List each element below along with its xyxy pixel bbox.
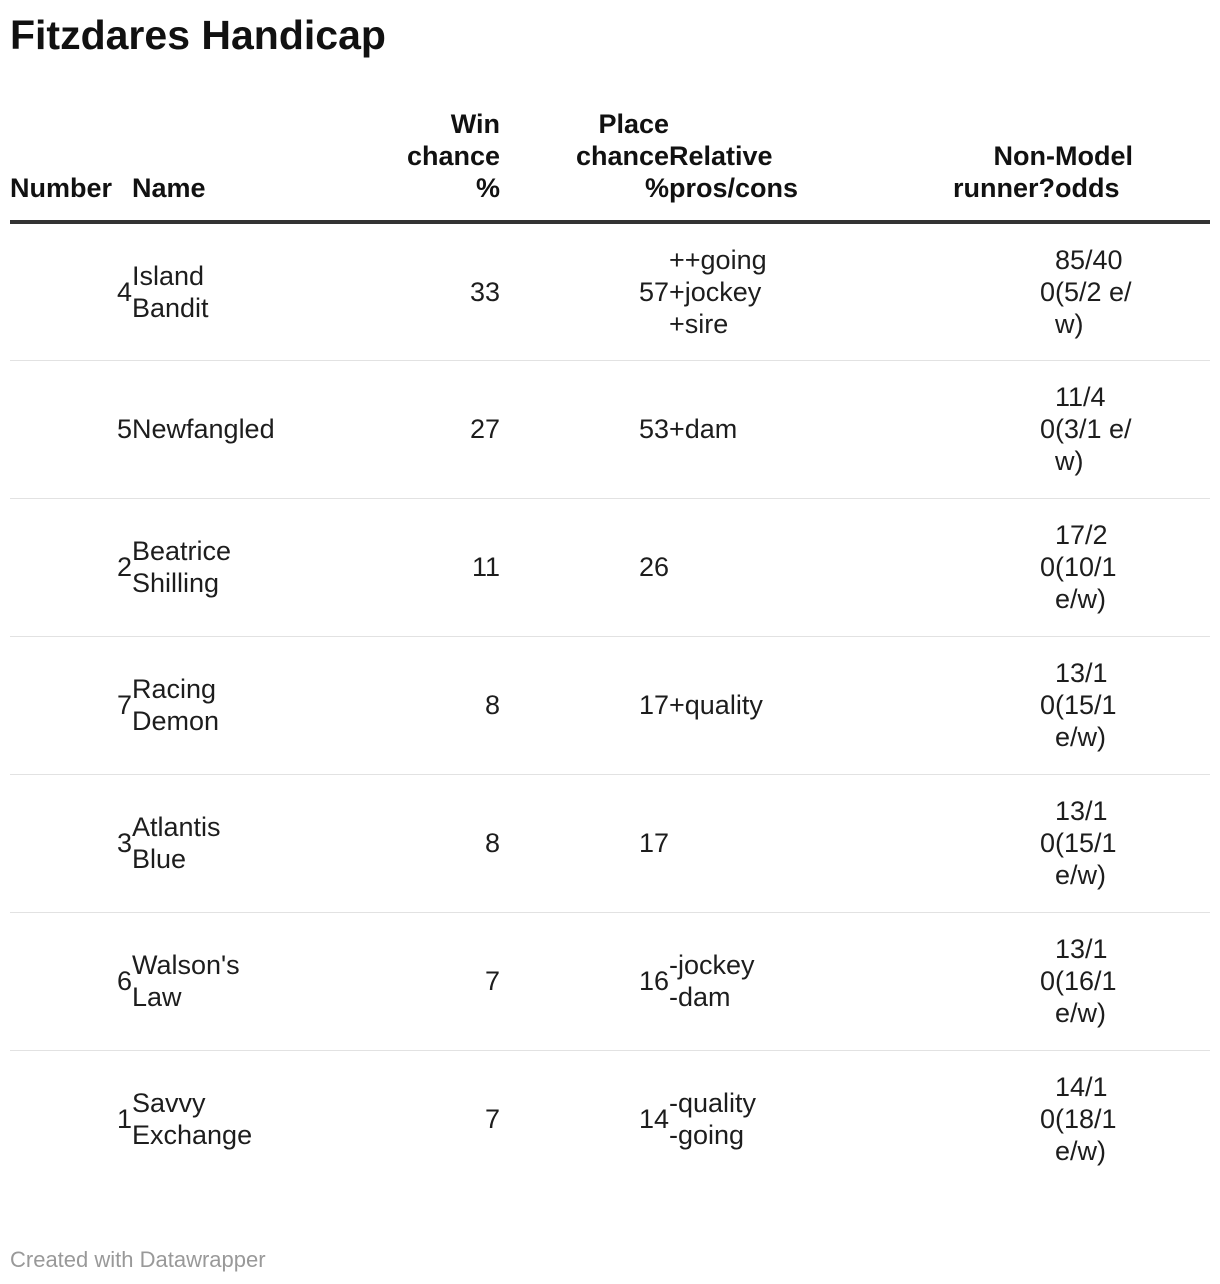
column-header-win-chance[interactable] xyxy=(302,108,500,222)
cell-model-odds-text: 11/4 (3/1 e/w) xyxy=(1055,382,1132,476)
cell-place-chance: 26 xyxy=(500,498,669,636)
cell-name-text: Beatrice Shilling xyxy=(132,536,232,598)
cell-pros-cons-text: +dam xyxy=(669,414,738,444)
cell-win-chance: 7 xyxy=(484,1104,500,1135)
cell-name-text: Newfangled xyxy=(132,414,275,444)
column-header-number[interactable]: Number xyxy=(10,108,132,222)
chart-title: Fitzdares Handicap xyxy=(10,12,386,58)
footer-credit[interactable]: Created with Datawrapper xyxy=(10,1247,266,1272)
cell-model-odds-text: 13/1 (15/1 e/w) xyxy=(1055,658,1117,752)
cell-name xyxy=(132,774,302,912)
cell-name xyxy=(132,636,302,774)
cell-non-runner: 0 xyxy=(875,222,1055,360)
column-header-name[interactable]: Name xyxy=(132,108,302,222)
cell-pros-cons-text: ++going +jockey +sire xyxy=(669,244,767,339)
cell-name xyxy=(132,360,302,498)
data-table xyxy=(10,108,1210,1188)
cell-pros-cons xyxy=(669,636,875,774)
cell-pros-cons xyxy=(669,222,875,360)
cell-place-chance: 16 xyxy=(500,912,669,1050)
cell-model-odds xyxy=(1055,222,1210,360)
cell-place-chance: 14 xyxy=(638,1104,669,1135)
cell-pros-cons-text: -quality -going xyxy=(669,1088,757,1151)
cell-win-chance: 27 xyxy=(302,360,500,498)
cell-name-text: Island Bandit xyxy=(132,260,209,323)
column-header-place-chance[interactable] xyxy=(500,108,669,222)
cell-place-chance: 53 xyxy=(500,360,669,498)
cell-non-runner: 0 xyxy=(1039,1104,1055,1135)
cell-model-odds-text: 17/2 (10/1 e/w) xyxy=(1055,520,1117,614)
cell-number: 3 xyxy=(10,774,132,912)
column-header-win-chance-label: Win chance % xyxy=(406,109,500,203)
column-header-model-odds-label: Model odds xyxy=(1055,141,1133,203)
cell-non-runner: 0 xyxy=(875,774,1055,912)
cell-place-chance: 17 xyxy=(500,636,669,774)
cell-win-chance: 33 xyxy=(302,222,500,360)
column-header-place-chance-label: Place chance % xyxy=(575,109,669,203)
cell-non-runner: 0 xyxy=(875,636,1055,774)
cell-name-text: Atlantis Blue xyxy=(132,812,221,874)
table-body xyxy=(10,222,1210,1188)
cell-non-runner: 0 xyxy=(875,498,1055,636)
cell-name xyxy=(132,1050,302,1188)
column-header-model-odds[interactable] xyxy=(1055,108,1210,222)
cell-number: 4 xyxy=(10,222,132,360)
cell-model-odds xyxy=(1055,360,1210,498)
cell-model-odds xyxy=(1055,498,1210,636)
cell-name-text: Racing Demon xyxy=(132,674,220,736)
cell-model-odds-text: 13/1 (16/1 e/w) xyxy=(1055,934,1117,1028)
column-header-pros-cons[interactable]: Relative pros/cons xyxy=(669,108,875,222)
cell-pros-cons xyxy=(669,912,875,1050)
cell-non-runner: 0 xyxy=(875,360,1055,498)
cell-name-text: Savvy Exchange xyxy=(132,1088,253,1151)
cell-model-odds-text: 85/40 (5/2 e/w) xyxy=(1055,244,1132,339)
column-header-non-runner-label: Non-runner? xyxy=(952,141,1055,203)
cell-name xyxy=(132,498,302,636)
table-row xyxy=(10,498,1210,636)
cell-pros-cons xyxy=(669,360,875,498)
cell-win-chance: 8 xyxy=(302,636,500,774)
cell-model-odds xyxy=(1055,1050,1210,1188)
cell-model-odds xyxy=(1055,774,1210,912)
table-row xyxy=(10,774,1210,912)
cell-model-odds xyxy=(1055,636,1210,774)
cell-number: 2 xyxy=(10,498,132,636)
cell-name xyxy=(132,222,302,360)
cell-win-chance: 8 xyxy=(302,774,500,912)
table-row xyxy=(10,1050,1210,1188)
table-row xyxy=(10,636,1210,774)
cell-pros-cons xyxy=(669,1050,875,1188)
table-row xyxy=(10,912,1210,1050)
cell-number: 6 xyxy=(10,912,132,1050)
table-row xyxy=(10,360,1210,498)
cell-win-chance: 11 xyxy=(302,498,500,636)
cell-number: 1 xyxy=(116,1104,132,1135)
cell-number: 5 xyxy=(10,360,132,498)
table-row xyxy=(10,222,1210,360)
column-header-non-runner[interactable] xyxy=(875,108,1055,222)
cell-model-odds-text: 14/1 (18/1 e/w) xyxy=(1055,1072,1117,1167)
cell-name xyxy=(132,912,302,1050)
cell-place-chance: 17 xyxy=(500,774,669,912)
cell-pros-cons xyxy=(669,498,875,636)
cell-win-chance: 7 xyxy=(302,912,500,1050)
cell-pros-cons xyxy=(669,774,875,912)
cell-pros-cons-text: -jockey -dam xyxy=(669,950,755,1012)
cell-model-odds xyxy=(1055,912,1210,1050)
cell-place-chance: 57 xyxy=(500,222,669,360)
cell-model-odds-text: 13/1 (15/1 e/w) xyxy=(1055,796,1117,890)
cell-non-runner: 0 xyxy=(875,912,1055,1050)
cell-pros-cons-text: +quality xyxy=(669,690,763,720)
header-row xyxy=(10,108,1210,222)
cell-number: 7 xyxy=(10,636,132,774)
cell-name-text: Walson's Law xyxy=(132,950,240,1012)
